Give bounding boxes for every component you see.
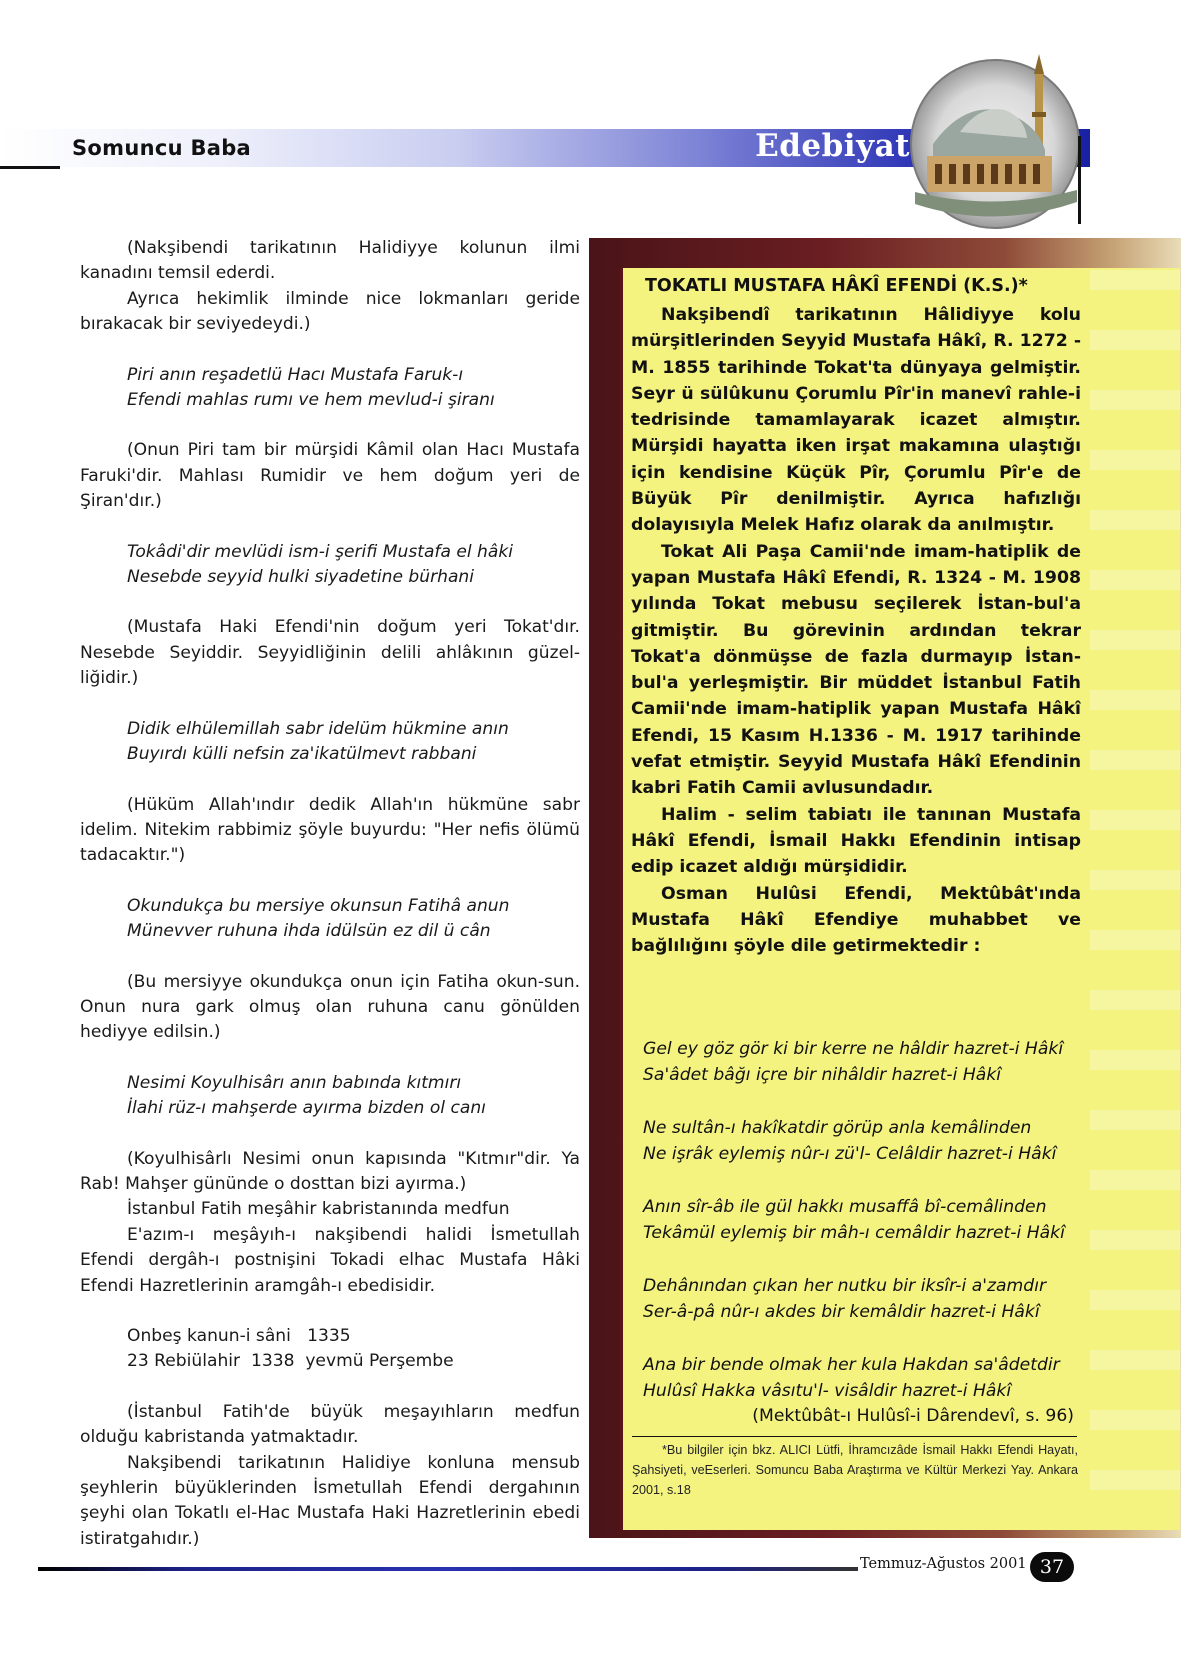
paragraph: (Koyulhisârlı Nesimi onun kapısında "Kıtmır"dir. Ya Rab! Mahşer gününde o dosttan bizi ayırma.): [80, 1148, 580, 1194]
poem-line: Hulûsî Hakka vâsıtu'l- visâldir hazret-i Hâkî: [643, 1381, 1012, 1401]
footnote: [632, 1440, 1078, 1500]
poem-line: Tekâmül eylemiş bir mâh-ı cemâldir hazret-i Hâkî: [643, 1223, 1065, 1243]
verse-line: Münevver ruhuna ihda idülsün ez dil ü cân: [127, 921, 491, 942]
issue-date: Temmuz-Ağustos 2001: [860, 1556, 1027, 1572]
poem-line: Ne işrâk eylemiş nûr-ı zü'l- Celâldir hazret-i Hâkî: [643, 1144, 1057, 1164]
footnote-rule: [632, 1436, 1077, 1437]
verse-line: Didik elhülemillah sabr idelüm hükmine anın: [127, 718, 509, 739]
poem-line: Dehânından çıkan her nutku bir iksîr-i a'zamdır: [643, 1276, 1047, 1296]
paragraph: İstanbul Fatih meşâhir kabristanında medfun: [127, 1199, 510, 1220]
paragraph: Ayrıca hekimlik ilminde nice lokmanları geride bırakacak bir seviyedeydi.): [80, 288, 580, 335]
verse-line: Piri anın reşadetlü Hacı Mustafa Faruk-ı: [127, 364, 464, 385]
page-number: 37: [1030, 1552, 1074, 1582]
paragraph: Nakşibendî tarikatının Hâlidiyye kolu mürşitlerinden Seyyid Mustafa Hâkî, R. 1272 - M. 1855 tarihinde Tokat'ta dünyaya gelmiştir. Seyr ü sülûkunu Çorumlu Pîr'in manevî rahle-i tedrisinde tamamlayarak icazet almıştır. Mürşidi hayatta iken irşat makamına ulaştığı için kendisine Küçük Pîr, Çorumlu Pîr'e de Büyük Pîr denilmiştir. Ayrıca hafızlığı dolayısıyla Melek Hafız olarak da anılmıştır.: [631, 305, 1081, 536]
poem-line: Gel ey göz gör ki bir kerre ne hâldir hazret-i Hâkî: [643, 1039, 1064, 1059]
verse-line: Tokâdi'dir mevlüdi ism-i şerifi Mustafa el hâki: [127, 541, 514, 562]
verse-line: Nesebde seyyid hulki siyadetine bürhani: [127, 567, 475, 588]
footer-rule: [38, 1567, 858, 1571]
poem-line: Ser-â-pâ nûr-ı akdes bir kemâldir hazret-i Hâkî: [643, 1302, 1040, 1322]
magazine-name: Somuncu Baba: [72, 136, 252, 160]
paragraph: Halim - selim tabiatı ile tanınan Mustafa Hâkî Efendi, İsmail Hakkı Efendinin intisap edip icazet aldığı mürşididir.: [631, 804, 1081, 878]
paragraph: Tokat Ali Paşa Camii'nde imam-hatiplik de yapan Mustafa Hâkî Efendi, R. 1324 - M. 1908 yılında Tokat mebusu seçilerek İstan-bul'a gitmiştir. Bu görevinin ardından tekrar Tokat'a dönmüşse de fazla durmayıp İstan-bul'a yerleşmiştir. Bir müddet İstanbul Fatih Camii'nde imam-hatiplik yapan Mustafa Hâkî Efendi, 15 Kasım H.1336 - M. 1917 tarihinde vefat etmiştir. Seyyid Mustafa Hâkî Efendinin kabri Fatih Camii avlusundadır.: [631, 541, 1081, 799]
poem-line: Ne sultân-ı hakîkatdir görüp anla kemâlinden: [643, 1118, 1032, 1138]
mosque-illustration: [905, 52, 1083, 230]
verse-line: Nesimi Koyulhisârı anın babında kıtmırı: [127, 1072, 462, 1093]
verse-line: Efendi mahlas rumı ve hem mevlud-i şiranı: [127, 390, 495, 411]
paragraph: (Bu mersiyye okundukça onun için Fatiha okun-sun. Onun nura gark olmuş olan ruhuna canu gönülden hediyye edilsin.): [80, 971, 580, 1043]
paragraph: Osman Hulûsi Efendi, Mektûbât'ında Mustafa Hâkî Efendiye muhabbet ve bağlılığını şöyle dile getirmektedir :: [631, 883, 1081, 957]
paragraph: (Hüküm Allah'ındır dedik Allah'ın hükmüne sabr idelim. Nitekim rabbimiz şöyle buyurdu: "Her nefis ölümü tadacaktır."): [80, 794, 580, 866]
sidebar-text: [631, 302, 1081, 959]
poem-line: Sa'âdet bâğı içre bir nihâldir hazret-i Hâkî: [643, 1065, 1002, 1085]
header-rule: [0, 166, 60, 169]
date-line: 23 Rebiülahir 1338 yevmü Perşembe: [127, 1351, 454, 1372]
sidebar-title: TOKATLI MUSTAFA HÂKÎ EFENDİ (K.S.)*: [645, 276, 1028, 296]
header-vertical-rule: [1078, 136, 1081, 224]
paragraph: E'azım-ı meşâyıh-ı nakşibendi halidi İsmetullah Efendi dergâh-ı postnişini Tokadi elhac Mustafa Hâki Efendi Hazretlerinin aramgâh-ı ebedisidir.: [80, 1224, 580, 1296]
paragraph: (Mustafa Haki Efendi'nin doğum yeri Tokat'dır. Nesebde Seyiddir. Seyyidliğinin delili ahlâkının güzel-liğidir.): [80, 617, 580, 689]
verse-line: İlahi rüz-ı mahşerde ayırma bizden ol canı: [127, 1098, 486, 1119]
left-column: [80, 236, 580, 1552]
poem: [643, 1036, 1083, 1404]
poem-citation: (Mektûbât-ı Hulûsî-i Dârendevî, s. 96): [752, 1406, 1074, 1426]
paragraph: (Onun Piri tam bir mürşidi Kâmil olan Hacı Mustafa Faruki'dir. Mahlası Rumidir ve hem doğum yeri de Şiran'dır.): [80, 440, 580, 512]
paragraph: (Nakşibendi tarikatının Halidiyye kolunun ilmi kanadını temsil ederdi.: [80, 238, 580, 284]
footnote-text: *Bu bilgiler için bkz. ALICI Lütfi, İhramcızâde İsmail Hakkı Efendi Hayatı, Şahsiyeti, veEserleri. Somuncu Baba Araştırma ve Kültür Merkezi Yay. Ankara 2001, s.18: [632, 1443, 1078, 1497]
section-title: Edebiyat: [755, 128, 910, 164]
date-line: Onbeş kanun-i sâni 1335: [127, 1326, 351, 1346]
paragraph: Nakşibendi tarikatının Halidiye konluna mensub şeyhlerin büyüklerinden İsmetullah Efendi dergahının şeyhi olan Tokatlı el-Hac Mustafa Haki Hazretlerinin ebedi istiratgahıdır.): [80, 1452, 580, 1549]
poem-line: Anın sîr-âb ile gül hakkı musaffâ bî-cemâlinden: [643, 1197, 1047, 1217]
verse-line: Okundukça bu mersiye okunsun Fatihâ anun: [127, 895, 510, 916]
poem-line: Ana bir bende olmak her kula Hakdan sa'âdetdir: [643, 1355, 1060, 1375]
paragraph: (İstanbul Fatih'de büyük meşayıhların medfun olduğu kabristanda yatmaktadır.: [80, 1401, 580, 1448]
verse-line: Buyırdı külli nefsin za'ikatülmevt rabbani: [127, 744, 477, 765]
